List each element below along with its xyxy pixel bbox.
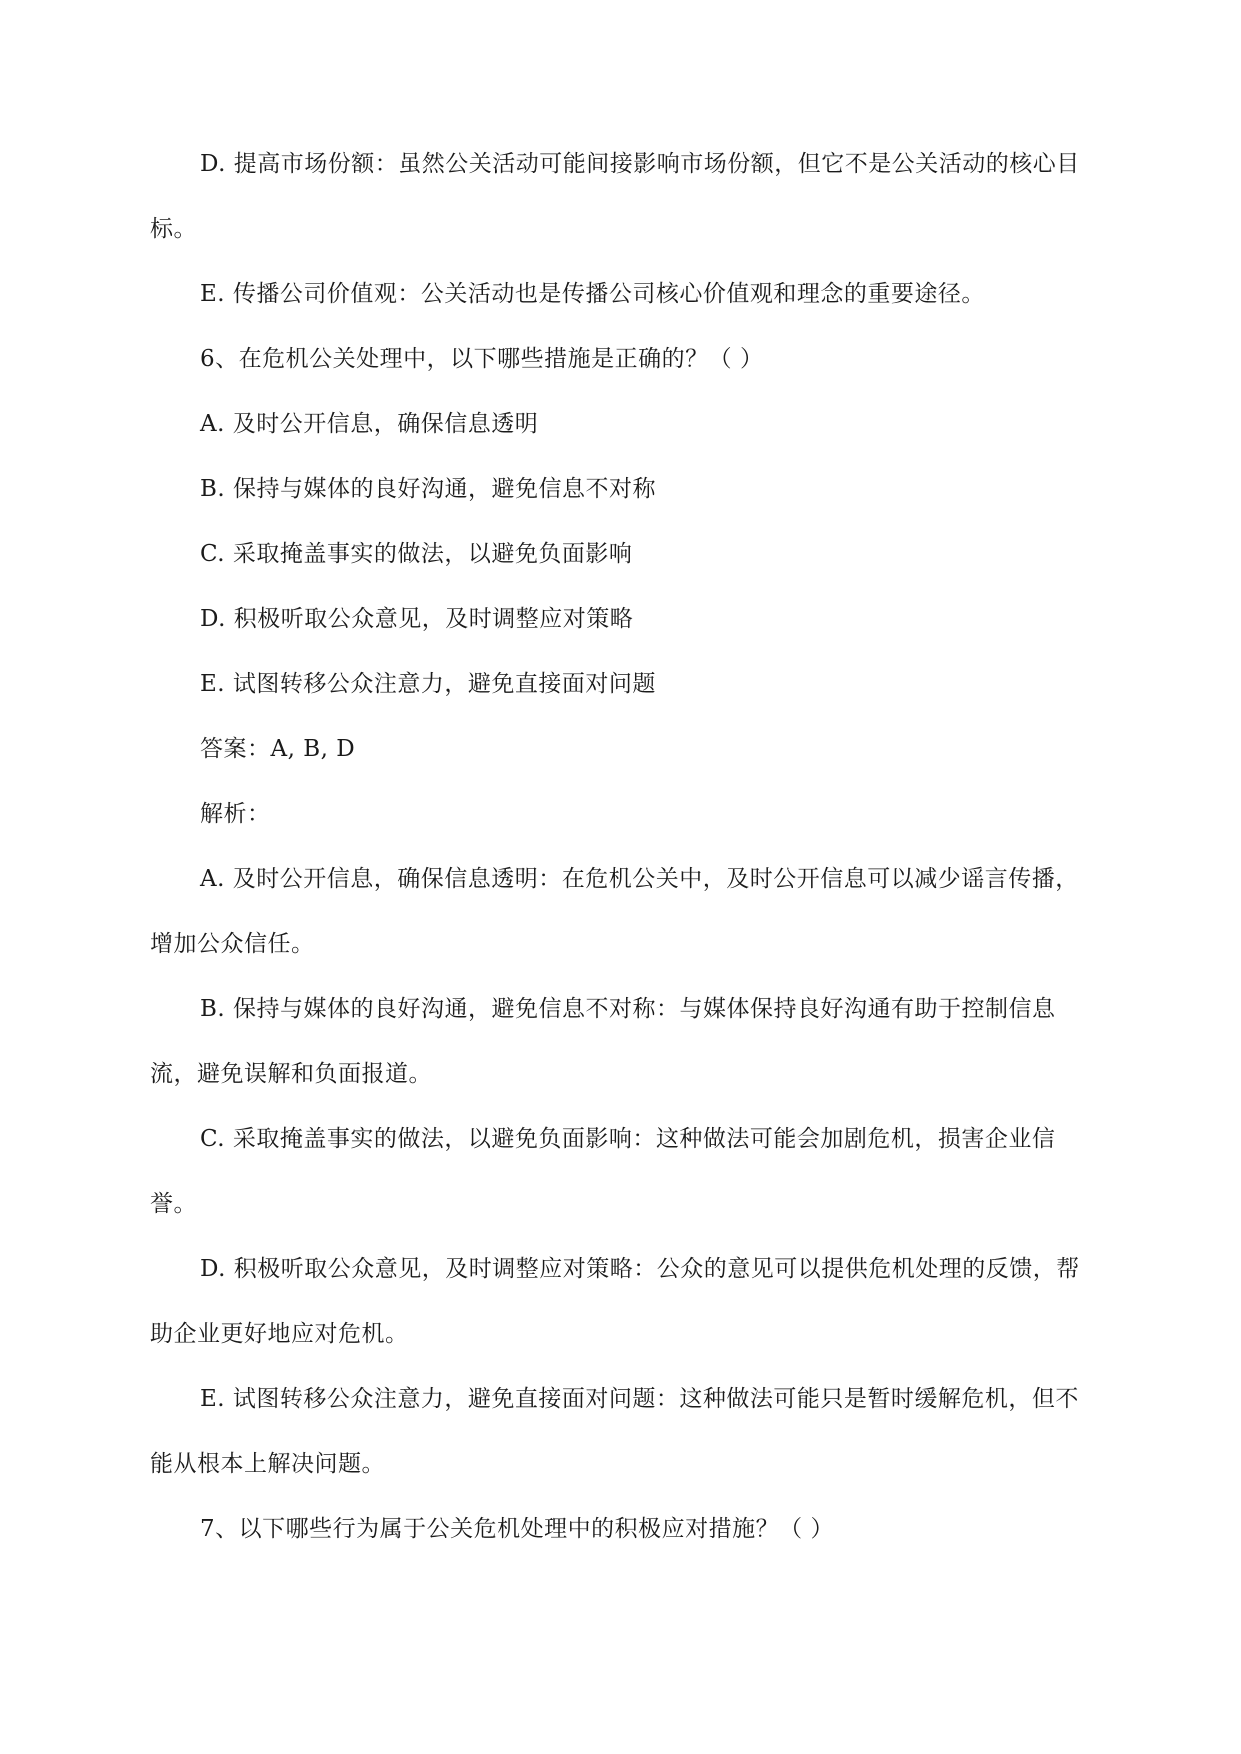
option-a: A. 及时公开信息，确保信息透明 xyxy=(200,411,539,437)
option-b: B. 保持与媒体的良好沟通，避免信息不对称 xyxy=(200,476,657,502)
question-7: 7、以下哪些行为属于公关危机处理中的积极应对措施？（ ） xyxy=(200,1516,834,1542)
analysis-paragraph: D. 积极听取公众意见，及时调整应对策略：公众的意见可以提供危机处理的反馈，帮助企业更好地应对危机。 xyxy=(150,1256,1080,1347)
analysis-paragraph: E. 试图转移公众注意力，避免直接面对问题：这种做法可能只是暂时缓解危机，但不能从根本上解决问题。 xyxy=(150,1386,1079,1477)
option-e: E. 试图转移公众注意力，避免直接面对问题 xyxy=(200,671,656,697)
option-d: D. 积极听取公众意见，及时调整应对策略 xyxy=(200,606,634,632)
analysis-paragraph: C. 采取掩盖事实的做法，以避免负面影响：这种做法可能会加剧危机，损害企业信誉。 xyxy=(150,1126,1056,1217)
paragraph: D. 提高市场份额：虽然公关活动可能间接影响市场份额，但它不是公关活动的核心目标。 xyxy=(150,151,1080,242)
analysis-paragraph: A. 及时公开信息，确保信息透明：在危机公关中，及时公开信息可以减少谣言传播，增加公众信任。 xyxy=(150,866,1079,957)
analysis-heading: 解析： xyxy=(200,801,271,827)
question-6: 6、在危机公关处理中，以下哪些措施是正确的？（ ） xyxy=(200,346,764,372)
answer: 答案：A, B, D xyxy=(200,736,356,762)
analysis-paragraph: B. 保持与媒体的良好沟通，避免信息不对称：与媒体保持良好沟通有助于控制信息流，避免误解和负面报道。 xyxy=(150,996,1056,1087)
paragraph: E. 传播公司价值观：公关活动也是传播公司核心价值观和理念的重要途径。 xyxy=(200,281,985,307)
option-c: C. 采取掩盖事实的做法，以避免负面影响 xyxy=(200,541,633,567)
